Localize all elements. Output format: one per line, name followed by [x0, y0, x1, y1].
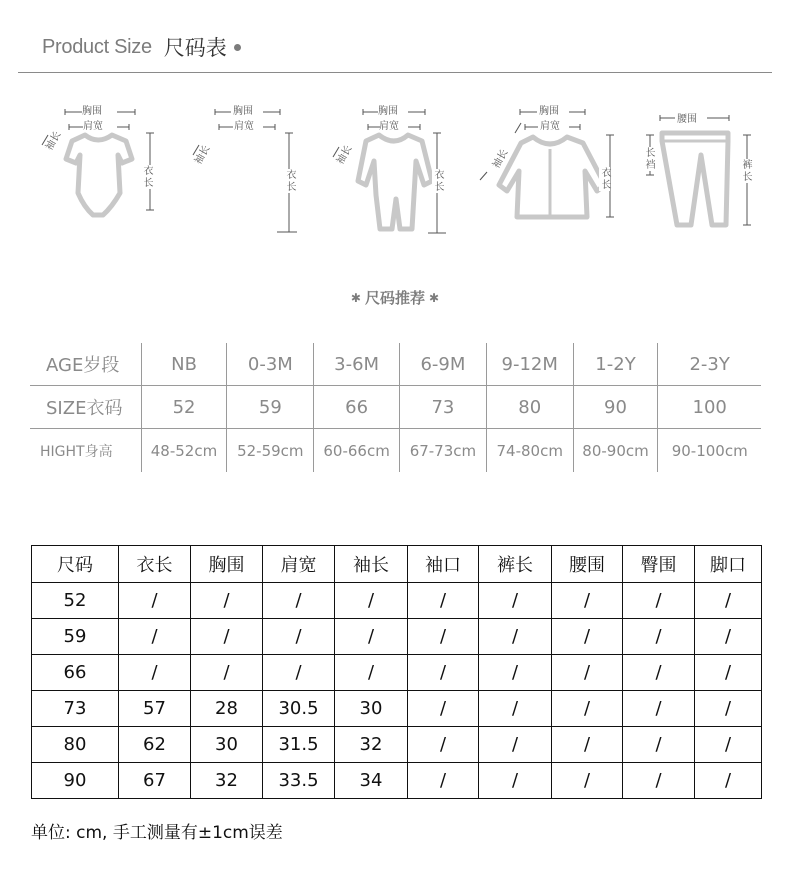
table-cell: 30 — [191, 727, 263, 763]
pants-diagram — [635, 95, 760, 235]
height-cell: 80-90cm — [573, 429, 658, 472]
table-cell: 52 — [32, 583, 119, 619]
table-cell: / — [119, 655, 191, 691]
table-cell: 73 — [32, 691, 119, 727]
table-cell: / — [695, 763, 762, 799]
table-cell: 90 — [32, 763, 119, 799]
age-header: AGE岁段 — [46, 355, 120, 376]
size-cell: 90 — [573, 386, 658, 429]
table-cell: / — [408, 763, 479, 799]
tshirt-shoulder-label: 肩宽 — [234, 121, 254, 132]
table-cell: / — [623, 691, 695, 727]
size-cell: 59 — [226, 386, 313, 429]
table-cell: / — [623, 619, 695, 655]
table-row — [32, 727, 762, 763]
table-cell: / — [191, 619, 263, 655]
age-cell: 3-6M — [313, 343, 399, 386]
pants-rise-label: 长裆 — [643, 147, 654, 171]
romper-sleeve-label: 袖长 — [335, 143, 355, 167]
table-cell: / — [623, 583, 695, 619]
age-cell: 9-12M — [486, 343, 573, 386]
table-cell: / — [552, 655, 623, 691]
table-cell: / — [552, 619, 623, 655]
age-cell: 0-3M — [226, 343, 313, 386]
header-cell: 胸围 — [191, 546, 263, 583]
header-divider — [18, 72, 772, 73]
header-cell: 臀围 — [623, 546, 695, 583]
jacket-diagram — [475, 95, 620, 235]
size-cell: 52 — [141, 386, 227, 429]
table-cell: / — [479, 763, 552, 799]
bodysuit-diagram — [40, 95, 170, 235]
header-dot-icon — [234, 44, 241, 51]
header-cell: 尺码 — [32, 546, 119, 583]
table-cell: / — [479, 583, 552, 619]
table-cell: 57 — [119, 691, 191, 727]
height-header: HIGHT身高 — [40, 443, 113, 460]
title-zh: 尺码表 — [163, 36, 227, 60]
table-cell: / — [335, 619, 408, 655]
header-cell: 脚口 — [695, 546, 762, 583]
size-recommend-title-text: 尺码推荐 — [364, 289, 425, 307]
size-cell: 80 — [486, 386, 573, 429]
table-cell: / — [408, 583, 479, 619]
star-icon: ✱ — [350, 291, 361, 305]
table-cell: / — [263, 619, 335, 655]
table-row — [32, 583, 762, 619]
pants-waist-label: 腰围 — [677, 114, 697, 125]
unit-note: 单位: cm, 手工测量有±1cm误差 — [31, 823, 283, 843]
romper-shoulder-label: 肩宽 — [379, 121, 399, 132]
table-cell: / — [263, 583, 335, 619]
table-cell: / — [191, 655, 263, 691]
table-cell: 33.5 — [263, 763, 335, 799]
jacket-chest-label: 胸围 — [539, 106, 559, 117]
table-cell: / — [191, 583, 263, 619]
jacket-sleeve-label: 袖长 — [491, 147, 511, 171]
table-cell: / — [479, 619, 552, 655]
jacket-shoulder-label: 肩宽 — [540, 121, 560, 132]
tshirt-sleeve-label: 袖长 — [193, 143, 213, 167]
size-recommend-table — [30, 343, 761, 472]
table-cell: / — [408, 619, 479, 655]
age-cell: 1-2Y — [573, 343, 658, 386]
table-cell: / — [479, 655, 552, 691]
table-cell: / — [623, 655, 695, 691]
garment-diagrams — [0, 95, 790, 245]
table-cell: 80 — [32, 727, 119, 763]
table-cell: / — [335, 583, 408, 619]
table-cell: / — [119, 583, 191, 619]
table-cell: 66 — [32, 655, 119, 691]
table-cell: / — [408, 691, 479, 727]
table-cell: / — [695, 619, 762, 655]
table-cell: / — [695, 691, 762, 727]
romper-diagram — [330, 95, 460, 240]
table-cell: 34 — [335, 763, 408, 799]
age-cell: 6-9M — [399, 343, 486, 386]
table-row — [32, 763, 762, 799]
tshirt-diagram — [185, 95, 315, 235]
table-cell: / — [623, 763, 695, 799]
height-cell: 74-80cm — [486, 429, 573, 472]
table-cell: 30.5 — [263, 691, 335, 727]
table-cell: / — [119, 619, 191, 655]
table-cell: 62 — [119, 727, 191, 763]
size-row — [30, 386, 761, 429]
table-cell: 28 — [191, 691, 263, 727]
table-cell: / — [695, 727, 762, 763]
star-icon: ✱ — [429, 291, 440, 305]
title-en: Product Size — [42, 35, 152, 58]
size-cell: 66 — [313, 386, 399, 429]
header-cell: 衣长 — [119, 546, 191, 583]
table-cell: / — [335, 655, 408, 691]
size-recommend-title — [0, 287, 790, 308]
table-cell: / — [263, 655, 335, 691]
measurement-table — [31, 545, 762, 799]
height-cell: 67-73cm — [399, 429, 486, 472]
table-cell: / — [695, 583, 762, 619]
table-cell: / — [408, 727, 479, 763]
page-header — [42, 30, 241, 64]
size-cell: 100 — [657, 386, 761, 429]
table-cell: / — [479, 727, 552, 763]
age-row — [30, 343, 761, 386]
age-cell: 2-3Y — [657, 343, 761, 386]
table-row — [32, 691, 762, 727]
table-cell: 59 — [32, 619, 119, 655]
table-row — [32, 619, 762, 655]
table-cell: 30 — [335, 691, 408, 727]
header-cell: 袖口 — [408, 546, 479, 583]
table-cell: / — [552, 691, 623, 727]
header-cell: 裤长 — [479, 546, 552, 583]
header-cell: 肩宽 — [263, 546, 335, 583]
bodysuit-sleeve-label: 袖长 — [44, 129, 64, 153]
jacket-length-label: 衣长 — [599, 167, 610, 191]
table-cell: / — [552, 763, 623, 799]
height-cell: 60-66cm — [313, 429, 399, 472]
bodysuit-length-label: 衣长 — [141, 165, 152, 189]
tshirt-chest-label: 胸围 — [233, 106, 253, 117]
table-cell: 67 — [119, 763, 191, 799]
table-cell: / — [408, 655, 479, 691]
height-cell: 52-59cm — [226, 429, 313, 472]
age-cell: NB — [141, 343, 227, 386]
table-cell: / — [695, 655, 762, 691]
tshirt-length-label: 衣长 — [284, 169, 295, 193]
height-row — [30, 429, 761, 472]
size-header: SIZE衣码 — [46, 398, 123, 419]
table-cell: 31.5 — [263, 727, 335, 763]
size-cell: 73 — [399, 386, 486, 429]
header-cell: 袖长 — [335, 546, 408, 583]
header-cell: 腰围 — [552, 546, 623, 583]
bodysuit-shoulder-label: 肩宽 — [83, 121, 103, 132]
height-cell: 90-100cm — [657, 429, 761, 472]
table-cell: / — [552, 583, 623, 619]
table-cell: / — [552, 727, 623, 763]
bodysuit-chest-label: 胸围 — [82, 106, 102, 117]
table-cell: 32 — [335, 727, 408, 763]
romper-chest-label: 胸围 — [378, 106, 398, 117]
table-row — [32, 655, 762, 691]
table-cell: / — [479, 691, 552, 727]
measurement-header-row — [32, 546, 762, 583]
romper-length-label: 衣长 — [432, 169, 443, 193]
table-cell: 32 — [191, 763, 263, 799]
height-cell: 48-52cm — [141, 429, 227, 472]
table-cell: / — [623, 727, 695, 763]
pants-length-label: 裤长 — [740, 159, 751, 183]
